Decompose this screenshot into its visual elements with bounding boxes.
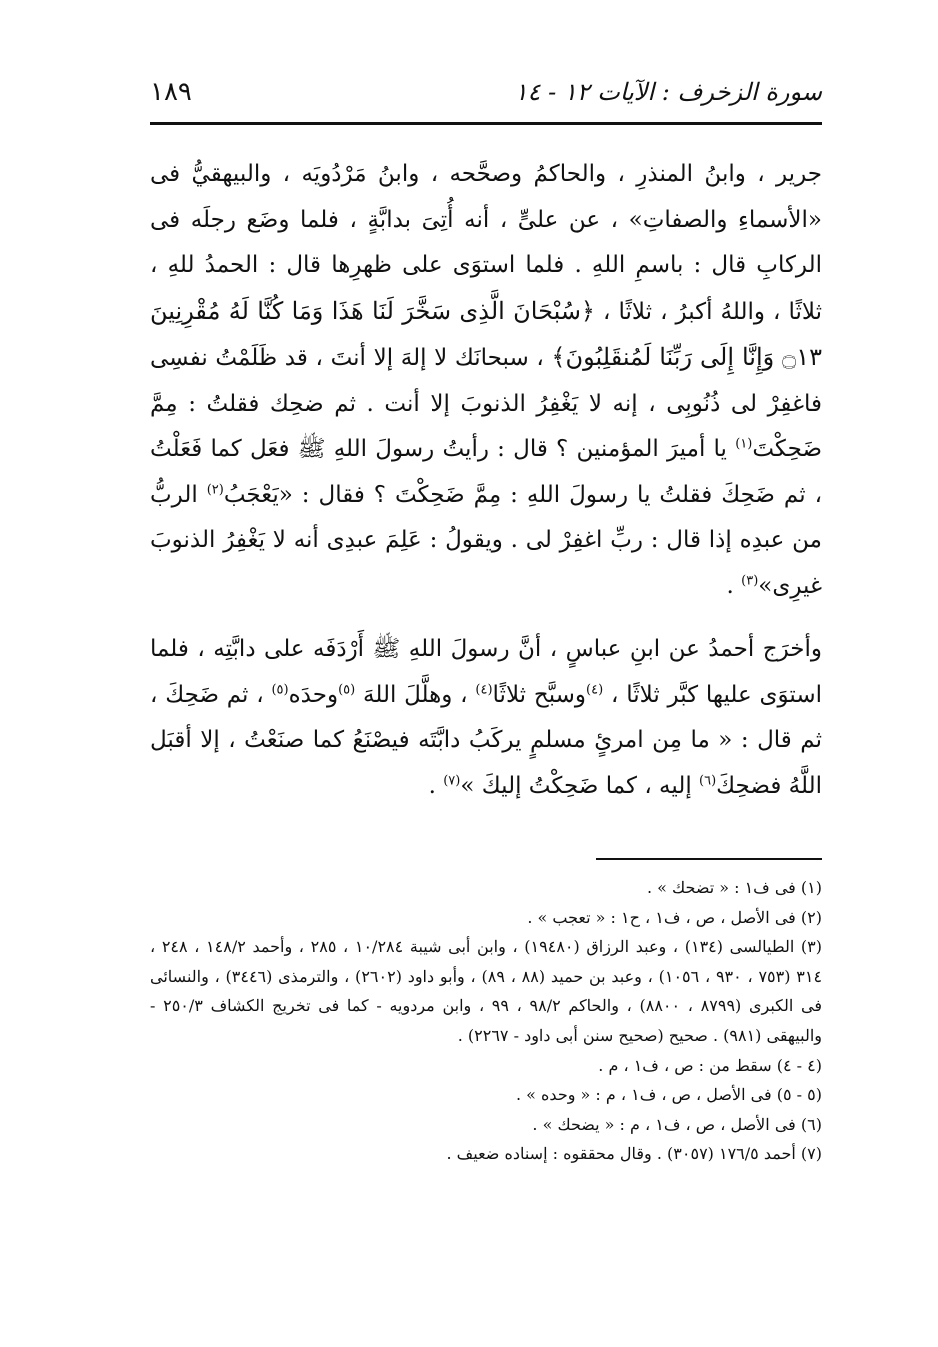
footnote-ref-1: (١) [735, 436, 753, 452]
paragraph-1-text-b: يا أميرَ المؤمنين ؟ قال : رأيتُ رسولَ اللهِ ﷺ فعَل كما فَعَلْتُ ، ثم ضَحِكَ فقلتُ يا رسولَ اللهِ : مِمَّ ضَحِكْتَ ؟ فقال : «يَعْجَبُ [150, 436, 822, 508]
paragraph-1 [150, 152, 822, 609]
footnote-ref-3: (٣) [741, 572, 759, 588]
header-rule [150, 122, 822, 125]
paragraph-2-end: . [428, 772, 436, 799]
running-title: سورة الزخرف : الآيات ١٢ - ١٤ [514, 78, 822, 106]
paragraph-2-text-e: ، ثم ضَحِكَ ، ثم قال : « ما مِن امرئٍ مسلمٍ يركَبُ دابَّتَه فيصْنَعُ كما صنَعْتُ ، إلا أقبَل اللَّهُ فضحِكَ [150, 681, 822, 799]
footnote-ref-6: (٦) [699, 772, 717, 788]
paragraph-2-text-a: وأخرَج أحمدُ عن ابنِ عباسٍ ، أنَّ رسولَ اللهِ ﷺ أَرْدَفَه على دابَّتِه ، فلما استوَى عليها كبَّر ثلاثًا ، [150, 636, 823, 708]
page-number: ١٨٩ [150, 77, 192, 107]
footnote-ref-5-start: (٥) [338, 681, 356, 697]
paragraph-2-text-d: وحدَه [288, 681, 339, 708]
footnote-2: (٢) فى الأصل ، ص ، ف١ ، ح١ : « تعجب » . [527, 907, 822, 927]
footnote-ref-2: (٢) [206, 481, 224, 497]
paragraph-2-text-f: إليه ، كما ضَحِكْتُ إليكَ » [460, 772, 692, 799]
paragraph-1-intro: جرير ، وابنُ المنذرِ ، والحاكمُ وصحَّحه ، وابنُ مَرْدُويَه ، والبيهقيُّ فى «الأسماءِ والصفاتِ» ، عن علىٍّ ، أنه أُتِىَ بدابَّةٍ ، فلما وضَع رجلَه فى الركابِ قال : باسمِ اللهِ . فلما استوَى على ظهرِها قال : الحمدُ للهِ ، ثلاثًا ، واللهُ أكبرُ ، ثلاثًا ، [150, 161, 823, 325]
footnote-ref-7: (٧) [443, 772, 461, 788]
paragraph-2-text-b: وسبَّح ثلاثًا [492, 681, 587, 708]
quran-verse: ﴿سُبْحَانَ الَّذِى سَخَّرَ لَنَا هَذَا وَمَا كُنَّا لَهُ مُقْرِنِينَ ۝١٣ وَإِنَّا إِلَى رَبِّنَا لَمُنقَلِبُونَ﴾ [150, 296, 822, 371]
footnote-1: (١) فى ف١ : « تضحك » . [646, 878, 822, 897]
footnote-ref-4-end: (٤) [475, 681, 493, 697]
paragraph-1-text-a: ، سبحانَك لا إلهَ إلا أنتَ ، قد ظَلَمْتُ نفسِى فاغفِرْ لى ذُنُوبِى ، إنه لا يَغْفِرُ الذنوبَ إلا أنت . ثم ضحِك فقلتُ : مِمَّ ضَحِكْتَ [150, 345, 822, 462]
paragraph-2-text-c: ، وهلَّلَ اللهَ [363, 681, 468, 708]
paragraph-1-end: . [726, 572, 734, 599]
footnote-3: (٣) الطيالسى (١٣٤) ، وعبد الرزاق (١٩٤٨٠) ، وابن أبى شيبة ١٠/٢٨٤ ، ٢٨٥ ، وأحمد ١٤٨/٢ ، ٢٤٨ ، ٣١٤ (٧٥٣ ، ٩٣٠ ، ١٠٥٦) ، وعبد بن حميد (٨٨ ، ٨٩) ، وأبو داود (٢٦٠٢) ، والترمذى (٣٤٤٦) ، والنسائى فى الكبرى (٨٧٩٩ ، ٨٨٠٠) ، والحاكم ٩٨/٢ ، ٩٩ ، وابن مردويه - كما فى تخريج الكشاف ٢٥٠/٣ - والبيهقى (٩٨١) . صحيح (صحيح سنن أبى داود - ٢٢٦٧) . [150, 937, 823, 1045]
footnote-ref-5-end: (٥) [271, 681, 289, 697]
footnote-6: (٦) فى الأصل ، ص ، ف١ ، م : « يضحك » . [532, 1114, 822, 1134]
footnote-separator [596, 858, 822, 860]
footnote-ref-4-start: (٤) [586, 681, 604, 697]
footnote-4: (٤ - ٤) سقط من : ص ، ف١ ، م . [598, 1055, 822, 1075]
paragraph-2 [150, 627, 822, 809]
footnote-5: (٥ - ٥) فى الأصل ، ص ، ف١ ، م : « وحده » . [515, 1085, 822, 1105]
page-header [150, 62, 822, 122]
main-text [150, 152, 822, 809]
footnote-7: (٧) أحمد ١٧٦/٥ (٣٠٥٧) . وقال محققوه : إسناده ضعيف . [446, 1144, 822, 1164]
paragraph-1-text-c: الربُّ من عبدِه إذا قال : ربِّ اغفِرْ لى . ويقولُ : عَلِمَ عبدِى أنه لا يَغْفِرُ الذنوبَ غيرِى» [150, 481, 822, 599]
footnotes [150, 873, 822, 1169]
